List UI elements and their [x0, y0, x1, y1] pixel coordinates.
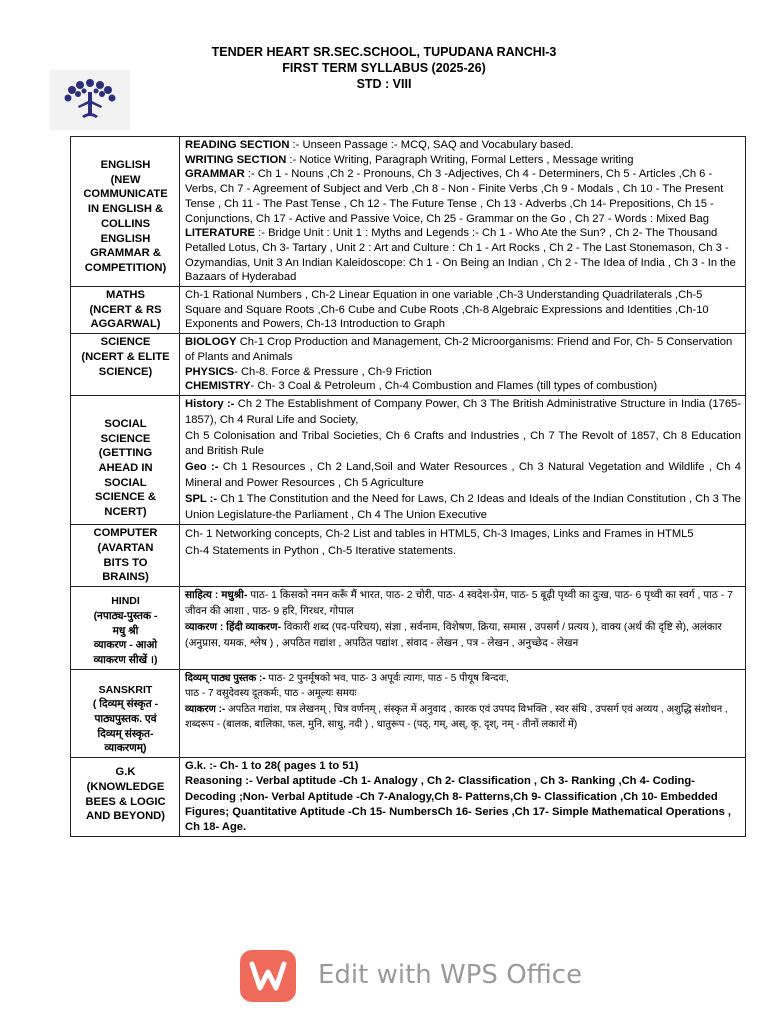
table-row-sanskrit [71, 669, 746, 758]
wps-w-icon [240, 950, 296, 1002]
wps-office-icon[interactable] [240, 950, 296, 1002]
subject-cell-computer: COMPUTER (AVARTAN BITS TO BRAINS) [71, 525, 180, 587]
syllabus-cell-sanskrit: दिव्यम् पाठ्य पुस्तक :- पाठ- 2 पुनर्मूषको भव, पाठ- 3 अपूर्वः त्यागः, पाठ - 5 पीयूष बिन्दवः, पाठ - 7 वसुदेवस्य दूतकर्मः, पाठ - अमूल्यः समयः व्याकरण :- अपठित गद्यांश, पत्र लेखनम् , चित्र वर्णनम् , संस्कृत में अनुवाद , कारक एवं उपपद विभक्ति , स्वर संधि , उपसर्ग एवं अव्यय , अशुद्धि संशोधन , शब्दरूप - (बालक, बालिका, फल, मुनि, साधु, नदी ) , धातुरूप - (पठ्, गम्, अस्, कृ, दृश्, नम् - तीनों लकारों में) [180, 669, 746, 758]
subject-cell-english: ENGLISH (NEW COMMUNICATE IN ENGLISH & COLLINS ENGLISH GRAMMAR & COMPETITION) [71, 137, 180, 287]
syllabus-table [70, 136, 746, 837]
table-row-social [71, 395, 746, 524]
class-label: STD : VIII [356, 77, 412, 91]
subject-cell-hindi: HINDI (नपाठ्य-पुस्तक - मधु श्री व्याकरण - आओ व्याकरण सीखें ।) [71, 587, 180, 670]
syllabus-cell-social: History :- Ch 2 The Establishment of Company Power, Ch 3 The British Administrative Structure in India (1765-1857), Ch 4 Rural Life and Society, Ch 5 Colonisation and Tribal Societies, Ch 6 Crafts and Industries , Ch 7 The Revolt of 1857, Ch 8 Education and British Rule Geo :- Ch 1 Resources , Ch 2 Land,Soil and Water Resources , Ch 3 Natural Vegetation and Wildlife , Ch 4 Mineral and Power Resources , Ch 5 Agriculture SPL :- Ch 1 The Constitution and the Need for Laws, Ch 2 Ideas and Ideals of the Indian Constitution , Ch 3 The Union Legislature-the Parliament , Ch 4 The Union Executive [180, 395, 746, 524]
document-header [0, 44, 768, 92]
syllabus-cell-computer: Ch- 1 Networking concepts, Ch-2 List and tables in HTML5, Ch-3 Images, Links and Frames in HTML5 Ch-4 Statements in Python , Ch-5 Iterative statements. [180, 525, 746, 587]
table-row-maths [71, 287, 746, 334]
wps-watermark-text[interactable]: Edit with WPS Office [318, 960, 583, 990]
term-title: FIRST TERM SYLLABUS (2025-26) [282, 61, 486, 75]
table-row-hindi [71, 587, 746, 670]
subject-cell-maths: MATHS (NCERT & RS AGGARWAL) [71, 287, 180, 334]
table-row-gk [71, 758, 746, 837]
syllabus-cell-hindi: साहित्य : मधुश्री- पाठ- 1 किसको नमन करूँ मैं भारत, पाठ- 2 चोरी, पाठ- 4 स्वदेश-प्रेम, पाठ- 5 बूढ़ी पृथ्वी का दुःख, पाठ- 6 पृथ्वी का स्वर्ग , पाठ - 7 जीवन की आशा , पाठ- 9 हरि, गिरधर, गोपाल व्याकरण : हिंदी व्याकरण- विकारी शब्द (पद-परिचय), संज्ञा , सर्वनाम, विशेषण, क्रिया, समास , उपसर्ग / प्रत्यय ), वाक्य (अर्थ की दृष्टि से), अलंकार (अनुप्रास, यमक, श्लेष ) , अपठित गद्यांश , अपठित पद्यांश , संवाद - लेखन , पत्र - लेखन , अनुच्छेद - लेखन [180, 587, 746, 670]
syllabus-cell-maths: Ch-1 Rational Numbers , Ch-2 Linear Equation in one variable ,Ch-3 Understanding Quadrilaterals ,Ch-5 Square and Square Roots ,Ch-6 Cube and Cube Roots ,Ch-8 Algebraic Expressions and Identities ,Ch-10 Exponents and Powers, Ch-13 Introduction to Graph [180, 287, 746, 334]
syllabus-cell-gk: G.k. :- Ch- 1 to 28( pages 1 to 51) Reasoning :- Verbal aptitude -Ch 1- Analogy , Ch 2- Classification , Ch 3- Ranking ,Ch 4- Coding-Decoding ;Non- Verbal Aptitude -Ch 7-Analogy,Ch 8- Patterns,Ch 9- Classification ,Ch 10- Embedded Figures; Quantitative Aptitude -Ch 15- NumbersCh 16- Series ,Ch 17- Simple Mathematical Operations , Ch 18- Age. [180, 758, 746, 837]
subject-cell-sanskrit: SANSKRIT ( दिव्यम् संस्कृत - पाठ्यपुस्तक. एवं दिव्यम् संस्कृत- व्याकरणम्) [71, 669, 180, 758]
subject-cell-social: SOCIAL SCIENCE (GETTING AHEAD IN SOCIAL SCIENCE & NCERT) [71, 395, 180, 524]
syllabus-cell-english: READING SECTION :- Unseen Passage :- MCQ, SAQ and Vocabulary based. WRITING SECTION :- Notice Writing, Paragraph Writing, Formal Letters , Message writing GRAMMAR :- Ch 1 - Nouns ,Ch 2 - Pronouns, Ch 3 -Adjectives, Ch 4 - Determiners, Ch 5 - Articles ,Ch 6 - Verbs, Ch 7 - Agreement of Subject and Verb ,Ch 8 - Non - Finite Verbs ,Ch 9 - Modals , Ch 10 - The Present Tense , Ch 11 - The Past Tense , Ch 12 - The Future Tense , Ch 13 - Adverbs ,Ch 14- Prepositions, Ch 15 - Conjunctions, Ch 17 - Active and Passive Voice, Ch 25 - Grammar on the Go , Ch 27 - Words : Mixed Bag LITERATURE :- Bridge Unit : Unit 1 : Myths and Legends :- Ch 1 - Who Ate the Sun? , Ch 2- The Thousand Petalled Lotus, Ch 3- Tartary , Unit 2 : Art and Culture : Ch 1 - Art Rocks , Ch 2 - The Last Stonemason, Ch 3 - Ozymandias, Unit 3 An Indian Kaleidoscope: Ch 1 - On Being an Indian , Ch 2 - The Idea of India , Ch 3 - In the Bazaars of Hyderabad [180, 137, 746, 287]
table-row-science [71, 334, 746, 396]
syllabus-cell-science: BIOLOGY Ch-1 Crop Production and Management, Ch-2 Microorganisms: Friend and For, Ch- 5 Conservation of Plants and Animals PHYSICS- Ch-8. Force & Pressure , Ch-9 Friction CHEMISTRY- Ch- 3 Coal & Petroleum , Ch-4 Combustion and Flames (till types of combustion) [180, 334, 746, 396]
subject-cell-gk: G.K (KNOWLEDGE BEES & LOGIC AND BEYOND) [71, 758, 180, 837]
table-row-computer [71, 525, 746, 587]
table-row-english [71, 137, 746, 287]
subject-cell-science: SCIENCE (NCERT & ELITE SCIENCE) [71, 334, 180, 396]
school-name: TENDER HEART SR.SEC.SCHOOL, TUPUDANA RANCHI-3 [211, 45, 557, 59]
